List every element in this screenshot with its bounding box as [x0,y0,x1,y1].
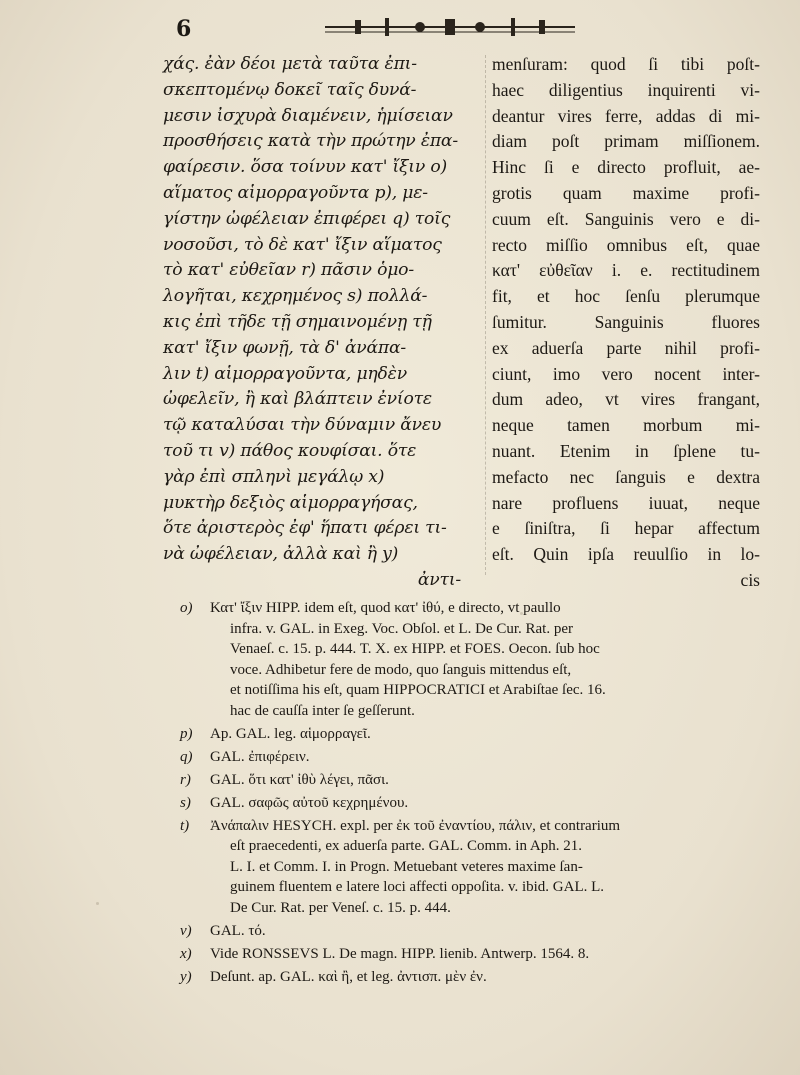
latin-line: grotis quam maxime profi- [492,182,760,203]
footnote-line: GAL. τό. [210,922,266,939]
latin-line: neque tamen morbum mi- [492,415,760,436]
paper-speck [745,476,749,480]
greek-line: κατ' ἴξιν φωνῇ, τὰ δ' ἀνάπα- [163,337,407,358]
greek-line: προσθήσεις κατὰ τὴν πρώτην ἐπα- [163,131,458,152]
greek-text-column [163,52,481,594]
page-number: 6 [176,16,192,42]
latin-text-column [492,52,760,594]
latin-line: ſumitur. Sanguinis fluores [492,311,760,332]
greek-line: σκεπτομένῳ δοκεῖ ταῖς δυνά- [163,79,417,100]
latin-line: mefacto nec ſanguis e dextra [492,466,760,487]
footnote [180,816,770,919]
paper-speck [96,902,99,905]
footnote-line: GAL. ὅτι κατ' ἰθὺ λέγει, πᾶσι. [210,771,389,788]
greek-line: κις ἐπὶ τῆδε τῇ σημαινομένῃ τῇ [163,311,432,332]
footnote-line: GAL. ἐπιφέρειν. [210,748,310,765]
latin-line: deantur vires ferre, addas di mi- [492,105,760,126]
footnote [180,793,770,814]
footnote-line: L. I. et Comm. I. in Progn. Metuebant veteres maxime ſan- [230,858,583,875]
footnote-marker: r) [180,771,191,788]
latin-line: haec diligentius inquirenti vi- [492,79,760,100]
header-ornament [325,12,575,42]
footnote [180,598,770,721]
footnote-line: voce. Adhibetur fere de modo, quo ſanguis mittendus eſt, [230,661,572,678]
footnote-marker: x) [180,945,192,962]
latin-line: ex aduerſa parte nihil profi- [492,337,760,358]
greek-line: λογῆται, κεχρημένος s) πολλά- [163,286,428,307]
footnote-marker: p) [180,725,193,742]
column-divider [485,55,487,575]
greek-line: μυκτὴρ δεξιὸς αἱμορραγήσας, [163,492,418,513]
latin-line: ciunt, imo vero nocent inter- [492,363,760,384]
footnote [180,944,770,965]
footnote-marker: s) [180,794,191,811]
footnote-line: Κατ' ἴξιν HIPP. idem eſt, quod κατ' ἰθύ, e directo, vt paullo [210,600,561,616]
greek-line: φαίρεσιν. ὅσα τοίνυν κατ' ἴξιν ο) [163,157,447,178]
latin-line: nare profluens iuuat, neque [492,492,760,513]
greek-line: αἵματος αἱμορραγοῦντα p), με- [163,182,428,203]
footnote-line: guinem fluentem e latere loci affecti oppoſita. v. ibid. GAL. L. [230,879,605,895]
footnote-line: hac de cauſſa inter ſe geſſerunt. [230,702,415,719]
latin-line: nuant. Etenim in ſplene tu- [492,440,760,461]
latin-line: recto miſſio omnibus eſt, quae [492,234,760,255]
latin-line: κατ' εὐθεῖαν i. e. rectitudinem [492,260,760,281]
footnote [180,724,770,745]
latin-line: diam poſt primam miſſionem. [492,131,760,152]
latin-line: dum adeo, vt vires frangant, [492,389,760,410]
footnote-line: De Cur. Rat. per Veneſ. c. 15. p. 444. [230,899,451,916]
footnote-marker: q) [180,748,193,765]
footnote-marker: v) [180,922,192,939]
footnote-marker: o) [180,600,193,616]
greek-line: τῷ καταλύσαι τὴν δύναμιν ἄνευ [163,415,442,436]
greek-line: λιν t) αἱμορραγοῦντα, μηδὲν [163,363,407,384]
paper-speck [520,612,523,615]
footnotes [180,598,770,990]
footnote-line: Ap. GAL. leg. αἱμορραγεῖ. [210,725,371,742]
latin-line: cuum eſt. Sanguinis vero e di- [492,208,760,229]
greek-line: ὠφελεῖν, ἢ καὶ βλάπτειν ἐνίοτε [163,389,432,410]
latin-line: Hinc ſi e directo profluit, ae- [492,157,760,178]
footnote [180,921,770,942]
footnote [180,747,770,768]
greek-line: νὰ ὠφέλειαν, ἀλλὰ καὶ ἢ y) [163,544,399,565]
footnote-line: Venaeſ. c. 15. p. 444. T. X. ex HIPP. et FOES. Oecon. ſub hoc [230,641,600,657]
greek-line: ἀντι- [417,569,461,590]
footnote-line: eſt praecedenti, ex aduerſa parte. GAL. Comm. in Aph. 21. [230,838,582,854]
latin-line: cis [740,569,760,590]
footnote-marker: y) [180,968,192,985]
greek-line: γίστην ὠφέλειαν ἐπιφέρει q) τοῖς [163,208,451,229]
footnote-line: GAL. σαφῶς αὐτοῦ κεχρημένου. [210,794,409,811]
greek-line: γὰρ ἐπὶ σπληνὶ μεγάλῳ x) [163,466,385,487]
greek-line: τοῦ τι v) πάθος κουφίσαι. ὅτε [163,440,417,461]
footnote-line: et notiſſima his eſt, quam HIPPOCRATICI et Arabiſtae ſec. 16. [230,682,606,698]
footnote [180,967,770,988]
latin-line: eſt. Quin ipſa reuulſio in lo- [492,544,760,565]
footnote [180,770,770,791]
footnote-line: Vide RONSSEVS L. De magn. HIPP. lienib. Antwerp. 1564. 8. [210,945,590,962]
footnote-marker: t) [180,817,190,834]
greek-line: χάς. ἐὰν δέοι μετὰ ταῦτα ἐπι- [163,54,417,74]
greek-line: νοσοῦσι, τὸ δὲ κατ' ἴξιν αἵματος [163,234,442,255]
footnote-line: infra. v. GAL. in Exeg. Voc. Obſol. et L. De Cur. Rat. per [230,620,573,637]
latin-line: e ſiniſtra, ſi hepar affectum [492,518,760,539]
footnote-line: Deſunt. ap. GAL. καὶ ἢ, et leg. ἀντισπ. μὲν ἐν. [210,968,487,985]
footnote-line: Ἀνάπαλιν HESYCH. expl. per ἐκ τοῦ ἐναντίου, πάλιν, et contrarium [210,817,621,834]
greek-line: ὅτε ἀριστερὸς ἐφ' ἥπατι φέρει τι- [163,518,447,539]
greek-line: τὸ κατ' εὐθεῖαν r) πᾶσιν ὁμο- [163,260,414,281]
greek-line: μεσιν ἰσχυρὰ διαμένειν, ἡμίσειαν [163,105,453,126]
latin-line: menſuram: quod ſi tibi poſt- [492,54,760,74]
latin-line: fit, et hoc ſenſu plerumque [492,286,760,307]
